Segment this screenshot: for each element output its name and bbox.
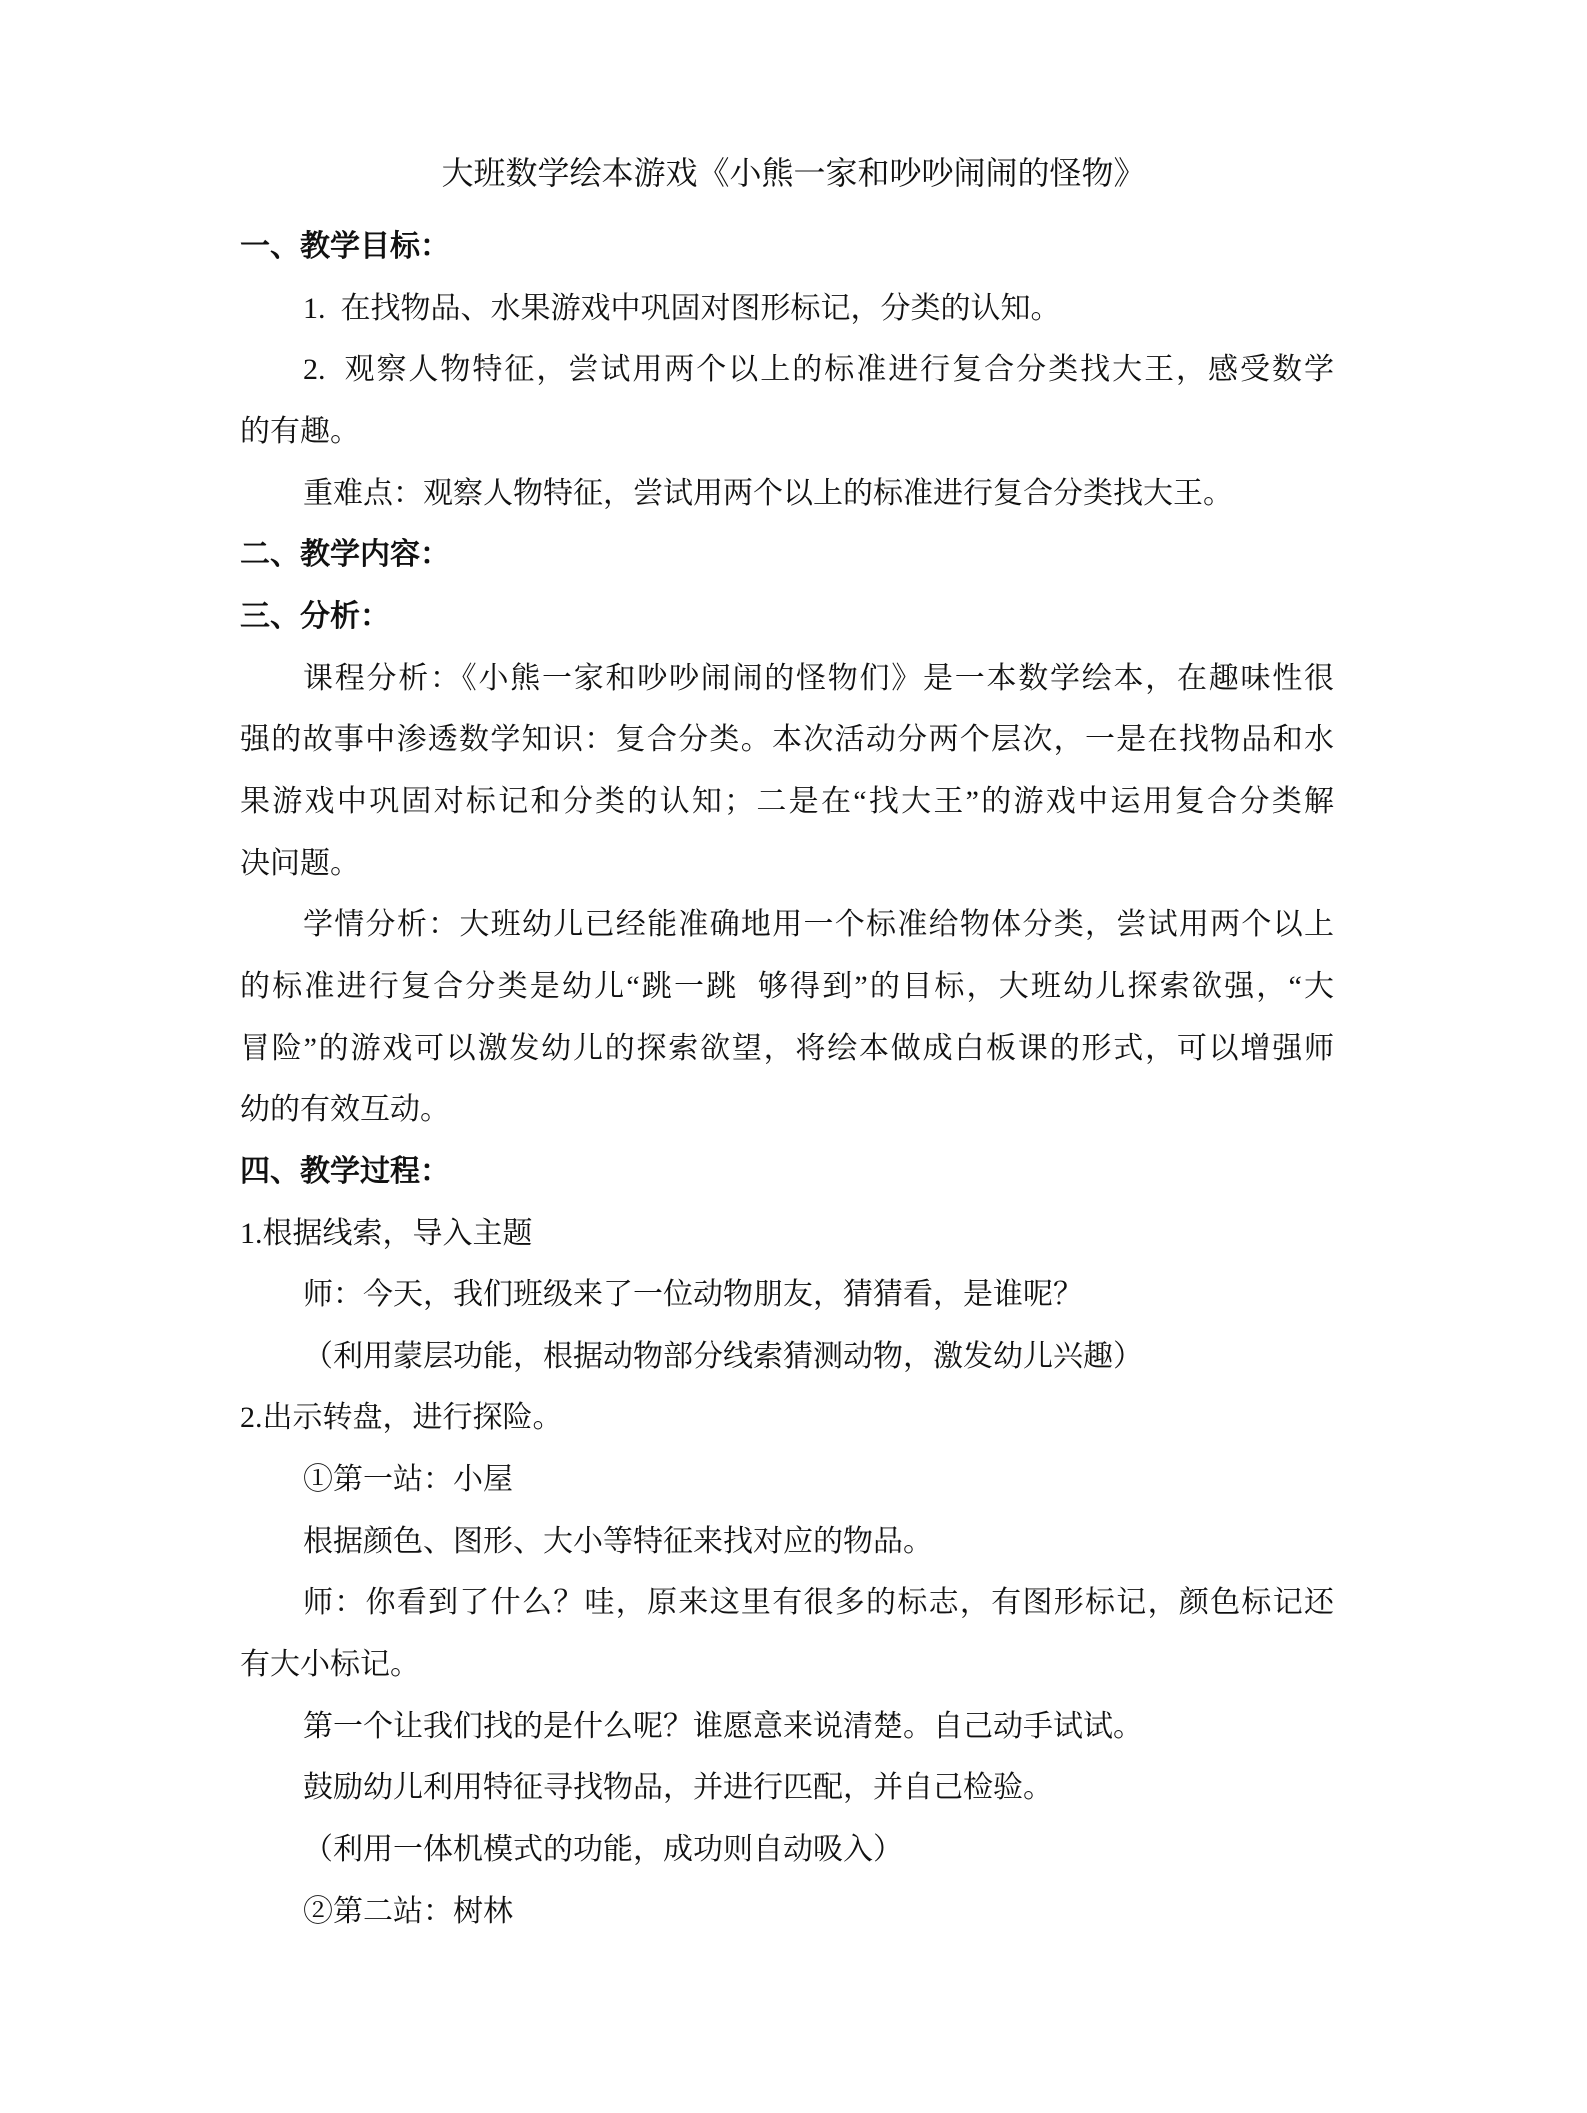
course-analysis-line: 果游戏中巩固对标记和分类的认知；二是在“找大王”的游戏中运用复合分类解 — [240, 784, 1334, 818]
station-1-teacher-line: 师：你看到了什么？哇，原来这里有很多的标志，有图形标记，颜色标记还 — [303, 1586, 1334, 1620]
station-1-note: （利用一体机模式的功能，成功则自动吸入） — [303, 1833, 903, 1867]
process-step-1: 1.根据线索，导入主题 — [240, 1216, 533, 1250]
station-2-heading: ②第二站：树林 — [303, 1894, 513, 1928]
course-analysis-line: 决问题。 — [240, 846, 360, 880]
station-1-teacher-line-cont: 有大小标记。 — [240, 1648, 420, 1682]
learner-analysis-line: 冒险”的游戏可以激发幼儿的探索欲望，将绘本做成白板课的形式，可以增强师 — [240, 1031, 1334, 1065]
learner-analysis-line: 幼的有效互动。 — [240, 1093, 450, 1127]
goal-item-2-cont: 的有趣。 — [240, 414, 360, 448]
process-step-2: 2.出示转盘，进行探险。 — [240, 1401, 563, 1435]
course-analysis-line: 强的故事中渗透数学知识：复合分类。本次活动分两个层次，一是在找物品和水 — [240, 723, 1334, 757]
learner-analysis-line: 的标准进行复合分类是幼儿“跳一跳 够得到”的目标，大班幼儿探索欲强，“大 — [240, 969, 1334, 1003]
heading-content: 二、教学内容： — [240, 538, 450, 572]
course-analysis-line: 课程分析：《小熊一家和吵吵闹闹的怪物们》是一本数学绘本，在趣味性很 — [303, 661, 1334, 695]
step1-note: （利用蒙层功能，根据动物部分线索猜测动物，激发幼儿兴趣） — [303, 1339, 1143, 1373]
learner-analysis-line: 学情分析：大班幼儿已经能准确地用一个标准给物体分类，尝试用两个以上 — [303, 908, 1334, 942]
goal-item-1: 1. 在找物品、水果游戏中巩固对图形标记，分类的认知。 — [303, 291, 1061, 325]
station-1-encourage: 鼓励幼儿利用特征寻找物品，并进行匹配，并自己检验。 — [303, 1771, 1053, 1805]
heading-analysis: 三、分析： — [240, 599, 390, 633]
heading-process: 四、教学过程： — [240, 1154, 450, 1188]
document-body — [240, 216, 1334, 1942]
heading-goals: 一、教学目标： — [240, 230, 450, 263]
station-1-question: 第一个让我们找的是什么呢？谁愿意来说清楚。自己动手试试。 — [303, 1709, 1143, 1743]
document-title: 大班数学绘本游戏《小熊一家和吵吵闹闹的怪物》 — [441, 155, 1146, 191]
goal-item-2: 2. 观察人物特征，尝试用两个以上的标准进行复合分类找大王，感受数学 — [303, 353, 1334, 387]
key-points: 重难点：观察人物特征，尝试用两个以上的标准进行复合分类找大王。 — [303, 476, 1233, 510]
step1-teacher-line: 师：今天，我们班级来了一位动物朋友，猜猜看，是谁呢？ — [303, 1278, 1083, 1312]
station-1-desc: 根据颜色、图形、大小等特征来找对应的物品。 — [303, 1524, 933, 1558]
station-1-heading: ①第一站：小屋 — [303, 1463, 513, 1497]
